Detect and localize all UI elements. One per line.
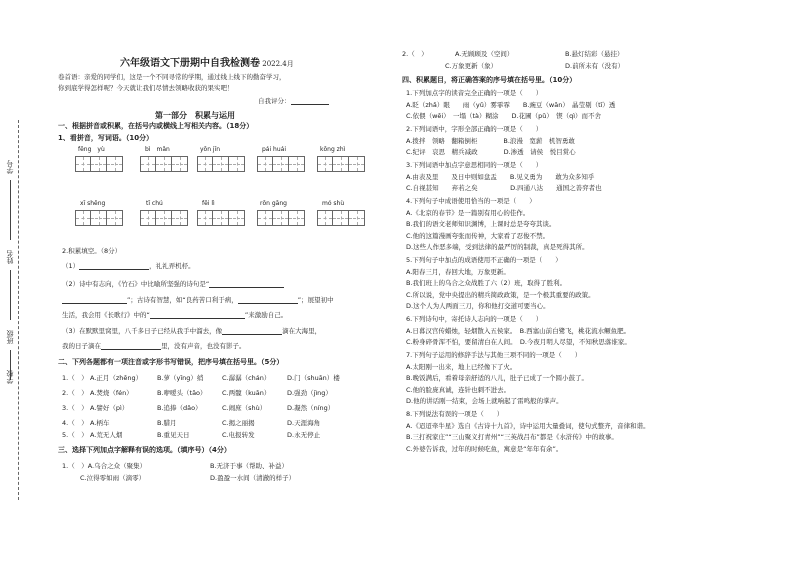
cut-line — [18, 120, 19, 500]
fill-3-blank-2[interactable] — [101, 342, 161, 350]
fill-3-line-2 — [62, 342, 246, 350]
exam-date: 2022.4月 — [262, 60, 294, 68]
char-grid-10[interactable] — [317, 210, 365, 226]
fill-2-line-1 — [62, 280, 284, 288]
q1-title: 一、根据拼音或积累，在括号内或横线上写相关内容。（18分） — [58, 122, 254, 130]
q4-line: C.所以说，党中央提出的精兵简政政策，是一个极其重要的政策。 — [406, 290, 595, 299]
q3-opt-b: B.无济于事（帮助、补益） — [210, 462, 289, 470]
q3-2-opt-a: A.无顾顾及（空间） — [455, 50, 514, 58]
q4-line: C.外婆告诉我，过年的时候吃鱼，寓意是“年年有余”。 — [406, 444, 563, 453]
fill-3d: 里，没有声音，也没有影子。 — [161, 342, 246, 350]
fill-2-blank-3[interactable] — [238, 296, 298, 304]
q4-line: B.晚饭满后，看着母亲舒适的八儿，肚子已成了一个圆小鼓了。 — [406, 374, 589, 382]
q2-opt-b: B.追捧（dǎo） — [157, 404, 202, 412]
q2-num: 4.（ ） — [62, 419, 88, 427]
q2-opt-a: A.正月（zhēng） — [90, 374, 143, 382]
q4-line: A.《迢迢牵牛星》选自《古诗十九首》，诗中运用大量叠词，使句式整齐，音律和谐。 — [406, 421, 650, 430]
part1-title: 第一部分 积累与运用 — [155, 110, 235, 120]
char-grid-7[interactable] — [140, 210, 188, 226]
q2-opt-d: D.强劲（jìng） — [287, 389, 332, 397]
q4-line: 3.下列词语中加点字意思相同的一项是（ ） — [406, 161, 543, 169]
q1-subtitle: 1、看拼音，写词语。（10分） — [58, 134, 154, 142]
q4-line: 8.下列说法有误的一项是（ ） — [406, 410, 504, 418]
q4-line: A.《北京的春节》是一篇别有用心的佳作。 — [406, 208, 530, 217]
q3-opt-c: C.泣得零如雨（滴零） — [80, 474, 146, 482]
q2-opt-b: B.重见天日 — [157, 431, 190, 439]
q2-opt-c: C.电报转发 — [222, 431, 255, 439]
q1-2-title: 2.积累填空。（8分） — [62, 247, 122, 255]
q4-line: 1.下列加点字的读音完全正确的一项是（ ） — [406, 89, 543, 97]
q4-line: A.阳春三月，春回大地，万象更新。 — [406, 267, 510, 276]
q2-num: 5.（ ） — [62, 431, 88, 439]
fill-2d: ”；展望初中 — [297, 296, 334, 304]
q4-line: D.这些人作恶多端，受到法律的最严厉的制裁，真是死得其所。 — [406, 243, 589, 251]
q4-line: A.由表及里 及日中则如盘盂 B.见义勇为 敢为众多知乎 — [406, 172, 595, 181]
q4-line: A.日暮汉宫传蜡烛，轻烟散入五侯家。 B.西塞山前白鹭飞，桃花流水鳜鱼肥。 — [406, 326, 631, 335]
q2-opt-c: C.潺潺（chán） — [222, 374, 271, 382]
intro-line-2: 你到底学得怎样呢？今天就让我们尽情去领略收获的果实吧！ — [58, 84, 234, 92]
pinyin-2: bì mǎn — [145, 146, 170, 153]
q2-opt-c: C.两髋（kuān） — [222, 389, 271, 397]
q4-line: C.粉身碎骨浑不怕，要留清白在人间。 D.今夜月明人尽望，不知秋思落谁家。 — [406, 338, 631, 346]
q4-line: A.拨拌 领略 翻箱倒柜 B.浪漫 宽薪 机智勇敢 — [406, 136, 575, 145]
pinyin-3: yōn jīn — [200, 146, 221, 153]
fill-2-blank-2[interactable] — [62, 296, 127, 304]
fill-2-line-2 — [62, 296, 334, 304]
q2-opt-b: B.萝（yīng）绡 — [157, 374, 204, 382]
char-grid-3[interactable] — [197, 156, 245, 172]
char-grid-4[interactable] — [257, 156, 305, 172]
fill-3-line-1 — [62, 327, 321, 335]
char-grid-2[interactable] — [140, 156, 188, 172]
fill-1-label: （1） — [62, 262, 80, 270]
q4-line: 2.下列词语中，字形全部正确的一项是（ ） — [406, 125, 543, 133]
binding-margin — [0, 0, 48, 561]
char-grid-9[interactable] — [257, 210, 305, 226]
sidebar-label-id: 学号 — [6, 160, 14, 174]
pinyin-7: tī chú — [146, 200, 163, 207]
pinyin-10: mó shù — [322, 200, 345, 207]
pinyin-1: fēng yù — [78, 146, 105, 153]
sidebar-line — [10, 180, 11, 240]
q2-num: 2.（ ） — [62, 389, 88, 397]
q4-line: A.眨（zhǎ）眼 雨（yǔ）雾霏霏 B.豌豆（wān） 晶莹剔（tī）透 — [406, 100, 616, 109]
self-eval-field[interactable] — [291, 97, 329, 105]
pinyin-8: fēi lì — [202, 200, 215, 207]
q4-line: 5.下列句子中加点的成语使用不正确的一项是（ ） — [406, 256, 562, 264]
q2-opt-a: A.焚烧（fén） — [90, 389, 133, 397]
intro-line-1: 卷首语：亲爱的同学们，这是一个不同寻常的学期，通过线上线下的勤奋学习， — [58, 73, 286, 81]
q4-line: 7.下列句子运用的修辞手法与其他三项不同的一项是（ ） — [406, 351, 582, 359]
q2-opt-c: C.闹庶（shù） — [222, 404, 267, 412]
q4-line: A.太阳刚一出来，地上已经像下了火。 — [406, 362, 517, 371]
fill-2f: ”来激励自己。 — [244, 311, 288, 319]
fill-1-end: ，礼礼弄机杼。 — [149, 262, 195, 270]
q4-line: C.他的脸庞真诚，连针也刺不进去。 — [406, 385, 511, 394]
fill-1-blank[interactable] — [79, 262, 149, 270]
q2-opt-b: B.腊月 — [157, 419, 177, 427]
q2-opt-c: C.揭之丽揭 — [222, 419, 255, 427]
q4-line: D.他的讲话刚一结束，会场上就响起了雷鸣般的掌声。 — [406, 397, 563, 405]
q4-line: C.纪评 哀思 精兵减政 D.渗透 请侯 悦目赏心 — [406, 148, 576, 156]
fill-3b: 滴在大海里， — [282, 327, 322, 335]
pinyin-9: rōn gāng — [260, 200, 287, 207]
q4-line: 6.下列诗句中，寄托诗人志向的一项是（ ） — [406, 315, 543, 323]
q3-2-opt-c: C.万象更新（象） — [445, 62, 498, 70]
q4-items — [406, 89, 650, 456]
char-grid-6[interactable] — [75, 210, 123, 226]
fill-2-blank-1[interactable] — [209, 280, 284, 288]
q3-2-opt-b: B.悬灯结彩（悬挂） — [565, 50, 624, 58]
sidebar-label-school: 学校 — [6, 370, 14, 384]
q4-line: 4.下列句子中成语使用恰当的一项是（ ） — [406, 197, 536, 205]
sidebar-label-class: 班级 — [6, 330, 14, 344]
q3-2-num: 2.（ ） — [402, 50, 428, 58]
fill-3c: 我的日子滴在 — [62, 342, 101, 350]
fill-3a: （3）在默默里窝里，八千多日子已经从我手中溜去，像 — [62, 327, 223, 335]
q2-opt-d: D.凝然（níng） — [287, 404, 335, 412]
q3-opt-a: 1.（ ）A.乌合之众（聚集） — [62, 462, 147, 470]
q4-line: C.自视甚知 弃若之矣 D.四通八达 通国之善弈者也 — [406, 184, 602, 192]
fill-2-blank-4[interactable] — [150, 311, 245, 319]
pinyin-6: xī shēng — [80, 200, 106, 207]
q2-num: 1.（ ） — [62, 374, 88, 382]
exam-title — [120, 57, 294, 70]
q2-opt-a: A.荒无人烟 — [90, 431, 123, 439]
q4-title: 四、积累题目，将正确答案的序号填在括号里。（10分） — [402, 76, 577, 84]
q3-opt-d: D.盈盈一水间（清澈的样子） — [210, 474, 296, 482]
q2-opt-a: A.譬好（pì） — [90, 404, 129, 412]
self-eval-label: 自我评分： — [258, 97, 291, 105]
pinyin-5: kōng zhì — [320, 146, 346, 153]
sidebar-label-name: 姓名 — [6, 250, 14, 264]
q4-line: B.三打祝家庄”“三山聚义打青州”“三英战吕布”都是《水浒传》中的故事。 — [406, 433, 618, 441]
fill-2a: （2）诗中有志向，《竹石》中比喻所坚强的诗句是“ — [62, 280, 210, 288]
sidebar-line — [10, 270, 11, 320]
char-grid-8[interactable] — [197, 210, 245, 226]
q2-title: 二、下列各题都有一项注音或字形书写错误，把序号填在括号里。（5分） — [58, 358, 284, 366]
char-grid-5[interactable] — [317, 156, 365, 172]
fill-2e: 生活，我会用《长歌行》中的“ — [62, 311, 150, 319]
q4-line: B.我们的语文老师知识渊博，上课时总是夸夸其谈。 — [406, 220, 556, 228]
q2-opt-d: D.天涯海角 — [287, 419, 321, 427]
fill-2c: ”；古诗有智慧，如“良药苦口利于病， — [127, 296, 238, 304]
q2-opt-b: B.咿嗳头（tāo） — [157, 389, 207, 397]
fill-3-blank-1[interactable] — [222, 327, 282, 335]
self-evaluation — [258, 97, 329, 105]
fill-2-line-3 — [62, 311, 287, 319]
q3-title: 三、选择下列加点字解释有误的选项。（填序号）（4分） — [58, 446, 231, 454]
pinyin-4: pái huái — [262, 146, 287, 153]
fill-1 — [62, 262, 195, 270]
q2-opt-a: A.柄车 — [90, 419, 110, 427]
q4-line: D.这个人为人两面三刀，你和他打交道可要当心。 — [406, 302, 550, 310]
q4-line: C.依偎（wēi） 一塌（tà）糊涂 D.花圃（pǔ） 锲（qì）而不舍 — [406, 112, 602, 120]
q2-opt-d: D.永无停止 — [287, 431, 321, 439]
q4-line: B.我们班上的乌合之众战胜了六（2）班，取得了胜利。 — [406, 279, 567, 287]
char-grid-1[interactable] — [75, 156, 123, 172]
q3-2-opt-d: D.前所未有（没有） — [565, 62, 625, 70]
q4-line: C.他的这篇漫画夸张而传神，大家看了忍俊不禁。 — [406, 231, 550, 240]
q2-num: 3.（ ） — [62, 404, 88, 412]
title-text: 六年级语文下册期中自我检测卷 — [120, 58, 260, 69]
q2-opt-d: D.门（shuān）楼 — [287, 374, 340, 382]
